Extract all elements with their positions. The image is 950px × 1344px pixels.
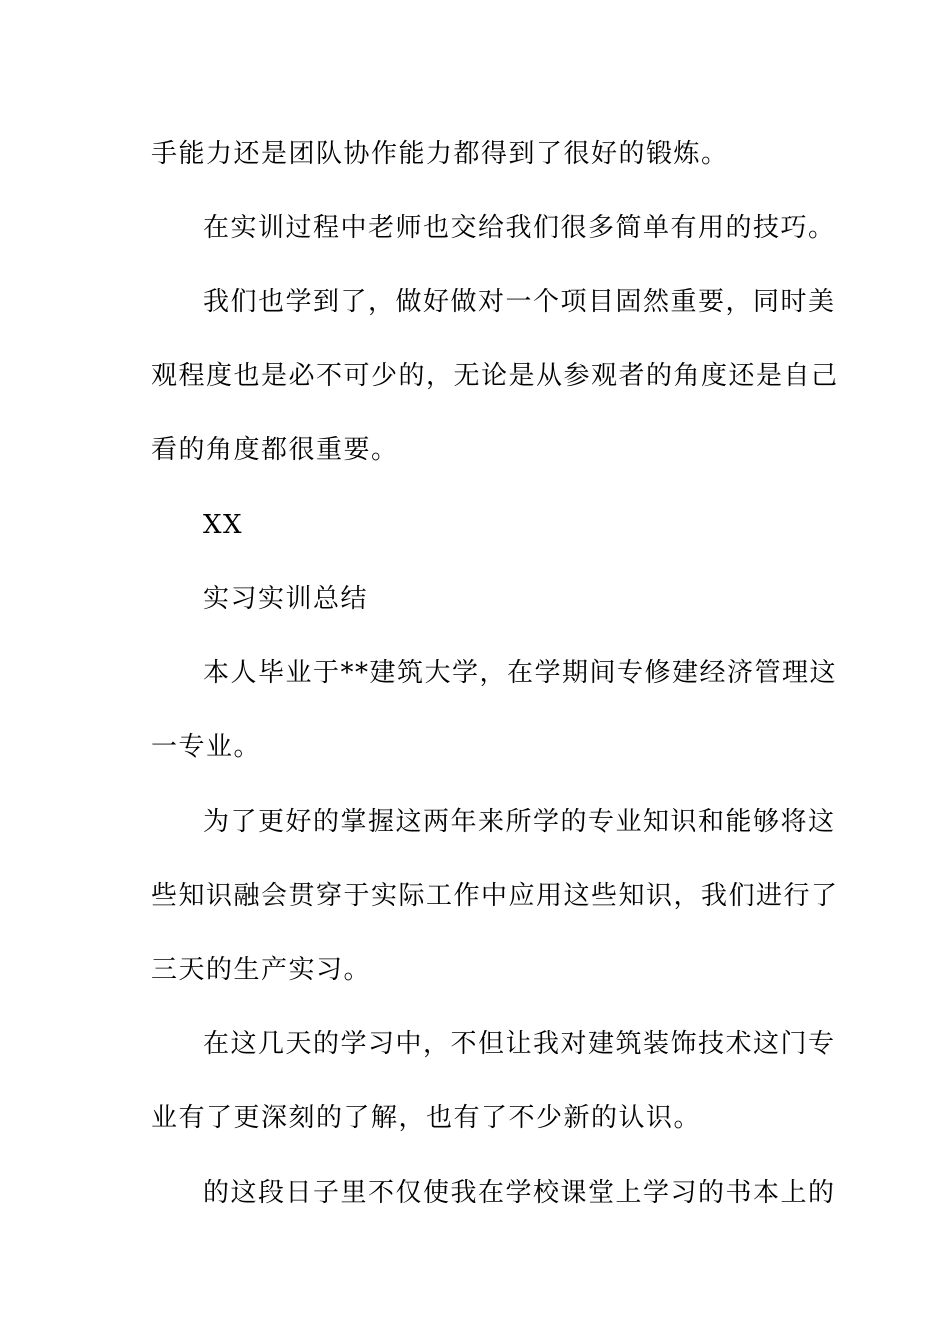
text-line: 一专业。 bbox=[151, 732, 262, 762]
text-line: 观程度也是必不可少的，无论是从参观者的角度还是自己 bbox=[151, 361, 839, 391]
text-line: 些知识融会贯穿于实际工作中应用这些知识，我们进行了 bbox=[151, 881, 839, 911]
text-line: 在实训过程中老师也交给我们很多简单有用的技巧。 bbox=[203, 213, 836, 243]
text-line: 三天的生产实习。 bbox=[151, 955, 372, 985]
section-heading: 实习实训总结 bbox=[203, 584, 369, 614]
text-line: 业有了更深刻的了解，也有了不少新的认识。 bbox=[151, 1103, 702, 1133]
text-line: 我们也学到了，做好做对一个项目固然重要，同时美 bbox=[203, 287, 836, 317]
text-line: 的这段日子里不仅使我在学校课堂上学习的书本上的 bbox=[203, 1178, 836, 1208]
text-line: 为了更好的掌握这两年来所学的专业知识和能够将这 bbox=[203, 807, 836, 837]
section-label: XX bbox=[203, 510, 244, 540]
text-line: 手能力还是团队协作能力都得到了很好的锻炼。 bbox=[151, 139, 729, 169]
text-line: 看的角度都很重要。 bbox=[151, 435, 399, 465]
text-line: 在这几天的学习中，不但让我对建筑装饰技术这门专 bbox=[203, 1029, 836, 1059]
text-line: 本人毕业于**建筑大学，在学期间专修建经济管理这 bbox=[203, 658, 838, 688]
